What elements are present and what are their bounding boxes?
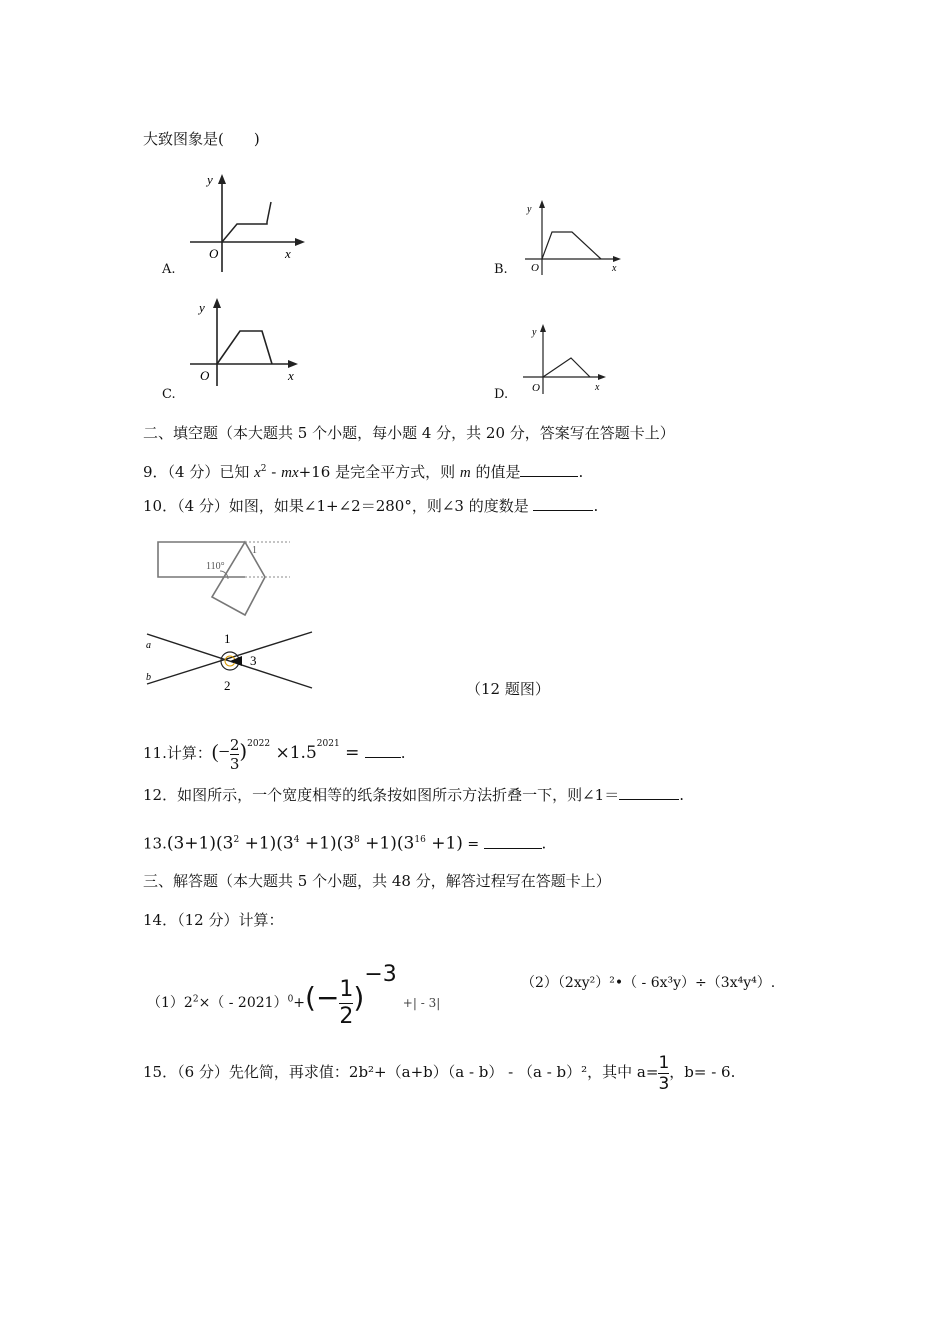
fig12-caption: （12 题图） <box>466 680 550 698</box>
graph-b-origin-label: O <box>531 262 539 274</box>
fig10-label-2: 2 <box>224 678 231 693</box>
graph-a-y-label: y <box>207 172 213 187</box>
q8-stem-tail: 大致图象是( ) <box>143 130 260 148</box>
fig12-label-1: 1 <box>252 545 257 556</box>
section3-heading: 三、解答题（本大题共 5 个小题，共 48 分，解答过程写在答题卡上） <box>143 872 611 890</box>
question-9: 9．（4 分）已知 $x^2 - mx+16$ 是完全平方式，则 m 的值是 . <box>143 463 584 481</box>
q14-heading: 14．（12 分）计算： <box>143 911 284 929</box>
section2-heading: 二、填空题（本大题共 5 个小题，每小题 4 分，共 20 分，答案写在答题卡上） <box>143 424 675 442</box>
graph-option-d[interactable] <box>518 322 618 397</box>
option-c-label[interactable]: C. <box>162 387 176 402</box>
fig10-line-a: a <box>146 640 151 651</box>
fig12-angle-label: 110° <box>206 561 225 572</box>
fig12-folded-strip <box>150 535 290 625</box>
fig10-label-3: 3 <box>250 653 257 668</box>
graph-d-origin-label: O <box>532 382 540 394</box>
graph-b-x-label: x <box>612 263 617 274</box>
question-10: 10．（4 分）如图，如果∠1+∠2＝280°，则∠3 的度数是 . <box>143 497 599 515</box>
graph-b-y-label: y <box>527 204 532 215</box>
fig10-intersecting-lines <box>142 628 322 698</box>
graph-a-origin-label: O <box>209 246 219 261</box>
fig10-label-1: 1 <box>224 631 231 646</box>
fig10-line-b: b <box>146 672 151 683</box>
q13-answer-blank[interactable] <box>484 834 542 849</box>
question-13: $13.(3+1)(3^2 +1)(3^4 +1)(3^8 +1)(3^{16} +1)$ = . <box>143 833 547 854</box>
question-12: 12．如图所示，一个宽度相等的纸条按如图所示方法折叠一下，则∠1＝ . <box>143 786 684 804</box>
option-b-label[interactable]: B. <box>494 262 508 277</box>
graph-option-a[interactable] <box>185 172 345 272</box>
option-a-label[interactable]: A. <box>162 262 176 277</box>
q11-answer-blank[interactable] <box>365 743 401 758</box>
graph-c-origin-label: O <box>200 368 210 383</box>
graph-d-x-label: x <box>595 382 600 393</box>
option-d-label[interactable]: D. <box>494 387 509 402</box>
q10-answer-blank[interactable] <box>533 496 593 511</box>
q14-part2: （2）（2xy²）²•（ - 6x³y）÷（3x⁴y⁴）. <box>521 975 776 991</box>
graph-d-y-label: y <box>532 327 537 338</box>
q14-part1: $(1)2^2\times( - 2021)^0+(-$ $\frac{1}{2}$ )$^{-3}$+| - 3| <box>147 962 441 1029</box>
q12-answer-blank[interactable] <box>619 785 679 800</box>
question-11: 11.计算：(− $\frac{2}{3}$ )$^{2022} \times 1.5^{2021}$ = . <box>143 735 406 773</box>
graph-c-x-label: x <box>288 368 294 383</box>
question-15: 15．（6 分）先化简，再求值：2b²+（a+b）（a - b） - （a - b）²，其中 a= $\frac{1}{3}$ ，b= - 6. <box>143 1052 736 1094</box>
graph-option-b[interactable] <box>515 200 625 280</box>
q9-answer-blank[interactable] <box>520 462 578 477</box>
graph-a-x-label: x <box>285 246 291 261</box>
graph-option-c[interactable] <box>190 296 320 386</box>
graph-c-y-label: y <box>199 300 205 315</box>
